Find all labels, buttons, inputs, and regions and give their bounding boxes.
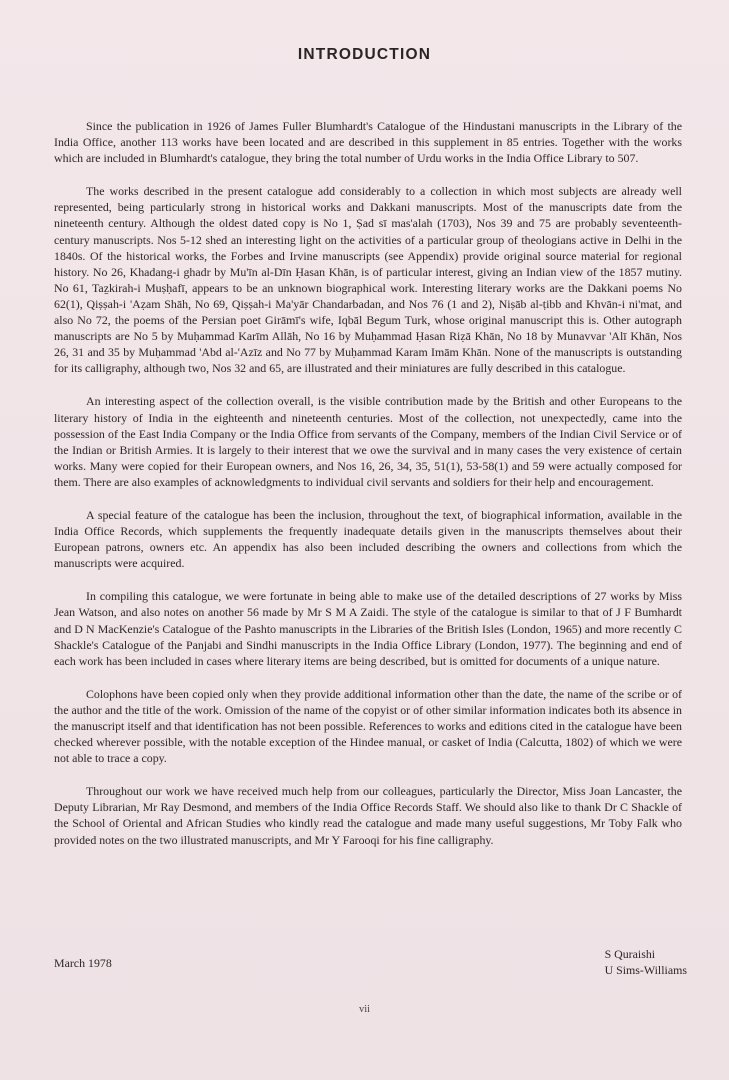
- signature-block: [54, 946, 687, 982]
- page-title: INTRODUCTION: [297, 46, 432, 63]
- page-number: vii: [358, 1004, 371, 1015]
- paragraph: A special feature of the catalogue has been the inclusion, throughout the text, of biographical information, available in the India Office Records, which supplements the frequently inadequate details given in the manuscripts themselves about their European patrons, owners etc. An appendix has also been included describing the owners and collections from which the manuscripts were acquired.: [54, 507, 682, 571]
- paragraph: The works described in the present catalogue add considerably to a collection in which most subjects are already well represented, being particularly strong in historical works and Dakkani manuscripts. Most of the manuscripts date from the nineteenth century. Although the oldest dated copy is No 1, Ṣad sī mas'alah (1703), Nos 39 and 75 are probably seventeenth-century manuscripts. Nos 5-12 shed an interesting light on the activities of a particular group of theologians active in Delhi in the 1840s. Of the historical works, the Forbes and Irvine manuscripts (see Appendix) provide original source material for regional history. No 26, Khadang-i ghadr by Mu'īn al-Dīn Ḥasan Khān, is of particular interest, giving an Indian view of the 1857 mutiny. No 61, Taẕkirah-i Muṣḥafī, appears to be an unknown biographical work. Interesting literary works are the Dakkani poems No 62(1), Qiṣṣah-i 'Aẓam Shāh, No 69, Qiṣṣah-i Ma'yār Chandarbadan, and Nos 76 (1 and 2), Niṣāb al-ṭibb and Khvān-i ni'mat, and also No 72, the poems of the Persian poet Girāmī's wife, Iqbāl Begum Turk, whose original manuscript this is. Other autograph manuscripts are No 5 by Muḥammad Karīm Allāh, No 16 by Muḥammad Ḥasan Riẓā Khān, No 18 by Munavvar 'Alī Khān, Nos 26, 31 and 35 by Muḥammad 'Abd al-'Azīz and No 77 by Muḥammad Karam Imām Khān. None of the manuscripts is outstanding for its calligraphy, although two, Nos 32 and 65, are illustrated and their miniatures are fully described in this catalogue.: [54, 184, 682, 376]
- date: March 1978: [54, 956, 112, 970]
- signatories: [605, 946, 687, 978]
- signatory: U Sims-Williams: [604, 963, 687, 977]
- signatory: S Quraishi: [604, 947, 656, 961]
- introduction-body: [54, 118, 682, 865]
- paragraph: Colophons have been copied only when they provide additional information other than the date, the name of the scribe or of the author and the title of the work. Omission of the name of the copyist or of other similar information indicates both its absence in the manuscript itself and that identification has not been possible. References to works and editions cited in the catalogue have been checked wherever possible, with the notable exception of the Hindee manual, or casket of India (Calcutta, 1802) of which we were not able to trace a copy.: [54, 686, 682, 766]
- paragraph: An interesting aspect of the collection overall, is the visible contribution made by the British and other Europeans to the literary history of India in the eighteenth and nineteenth centuries. Most of the collection, not unexpectedly, came into the possession of the East India Company or the India Office from servants of the Company, members of the Indian Civil Service or of the Indian or British Armies. It is largely to their interest that we owe the survival and in many cases the very existence of certain works. Many were copied for their European owners, and Nos 16, 26, 34, 35, 51(1), 53-58(1) and 59 were actually composed for them. There are also examples of acknowledgments to individual civil servants and soldiers for their help and encouragement.: [54, 394, 682, 489]
- paragraph: Since the publication in 1926 of James Fuller Blumhardt's Catalogue of the Hindustani manuscripts in the Library of the India Office, another 113 works have been located and are described in this supplement in 85 entries. Together with the works which are included in Blumhardt's catalogue, they bring the total number of Urdu works in the India Office Library to 507.: [54, 119, 682, 166]
- paragraph: Throughout our work we have received much help from our colleagues, particularly the Director, Miss Joan Lancaster, the Deputy Librarian, Mr Ray Desmond, and members of the India Office Records Staff. We should also like to thank Dr C Shackle of the School of Oriental and African Studies who kindly read the catalogue and made many useful suggestions, Mr Toby Falk who provided notes on the two illustrated manuscripts, and Mr Y Farooqi for his fine calligraphy.: [54, 784, 682, 847]
- paragraph: In compiling this catalogue, we were fortunate in being able to make use of the detailed descriptions of 27 works by Miss Jean Watson, and also notes on another 56 made by Mr S M A Zaidi. The style of the catalogue is similar to that of J F Bumhardt and D N MacKenzie's Catalogue of the Pashto manuscripts in the Libraries of the British Isles (London, 1965) and more recently C Shackle's Catalogue of the Panjabi and Sindhi manuscripts in the India Office Library (London, 1977). The beginning and end of each work has been included in cases where literary items are being described, but is omitted for documents of a unique nature.: [54, 589, 682, 668]
